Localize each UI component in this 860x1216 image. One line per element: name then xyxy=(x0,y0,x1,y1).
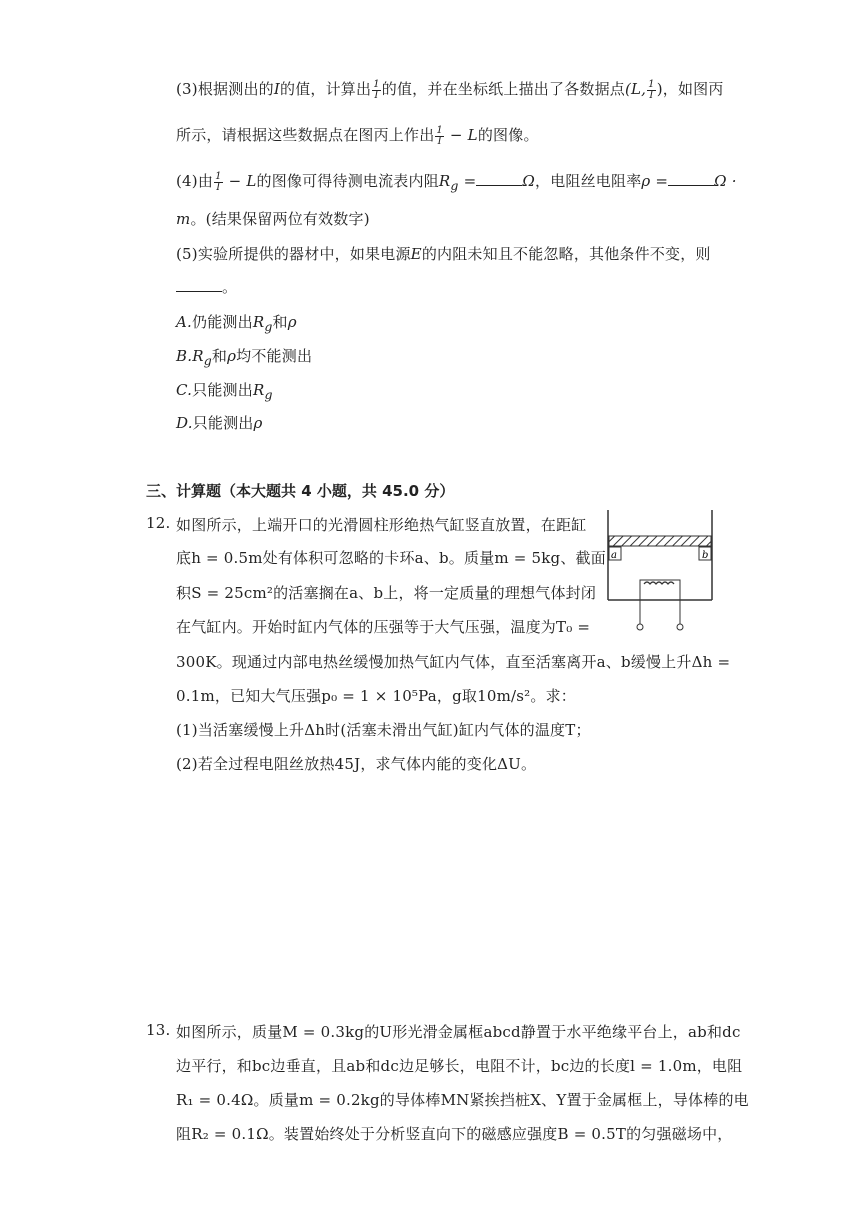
math-R: R xyxy=(438,172,451,190)
piston xyxy=(609,536,711,546)
math-sub-g: g xyxy=(203,353,212,368)
math-R: R xyxy=(252,313,265,331)
text: 所示，请根据这些数据点在图丙上作出 xyxy=(176,126,435,144)
q11-part4-line2 xyxy=(176,208,370,229)
option-letter: A. xyxy=(176,313,193,331)
unit-m: m xyxy=(176,210,191,228)
fraction-1-over-I xyxy=(214,172,223,193)
math-sub-g: g xyxy=(264,387,273,402)
q13-line1: 如图所示，质量M = 0.3kg的U形光滑金属框abcd静置于水平绝缘平台上，ab和dc xyxy=(176,1023,741,1041)
label-b: b xyxy=(702,550,709,561)
q12-line2: 底h = 0.5m处有体积可忽略的卡环a、b。质量m = 5kg、截面 xyxy=(176,549,606,567)
text: 仍能测出 xyxy=(192,313,253,331)
q11-part4-line1 xyxy=(176,170,737,193)
q13-line2: 边平行，和bc边垂直，且ab和dc边足够长，电阻不计，bc边的长度l = 1.0m，电阻 xyxy=(176,1057,743,1075)
q13-line4: 阻R₂ = 0.1Ω。装置始终处于分析竖直向下的磁感应强度B = 0.5T的匀强磁场中， xyxy=(176,1125,733,1143)
option-letter: D. xyxy=(176,414,193,432)
frac-num: 1 xyxy=(373,78,380,90)
q11-part5-line1 xyxy=(176,243,711,264)
fraction-1-over-I xyxy=(372,80,381,101)
math-E: E xyxy=(410,245,422,263)
terminal-right xyxy=(677,624,683,630)
text: (4)由 xyxy=(176,172,214,190)
option-letter: C. xyxy=(176,381,193,399)
option-letter: B. xyxy=(176,347,193,365)
unit-ohm: Ω xyxy=(522,172,535,190)
math-sub-g: g xyxy=(450,178,459,193)
frac-num: 1 xyxy=(648,78,655,90)
q12-line3: 积S = 25cm²的活塞搁在a、b上，将一定质量的理想气体封闭 xyxy=(176,584,597,602)
q13-line3: R₁ = 0.4Ω。质量m = 0.2kg的导体棒MN紧挨挡桩X、Y置于金属框上，导体棒的电 xyxy=(176,1091,749,1109)
unit-ohm-m: Ω · xyxy=(714,172,737,190)
cylinder-diagram xyxy=(606,510,714,634)
frac-den: I xyxy=(437,135,442,147)
option-b[interactable] xyxy=(176,345,312,368)
math-sub-g: g xyxy=(264,319,273,334)
frac-den: I xyxy=(374,89,379,101)
text: 的图像。 xyxy=(477,126,539,144)
frac-num: 1 xyxy=(215,170,222,182)
text: 的值，并在坐标纸上描出了各数据点 xyxy=(381,80,625,98)
heating-coil xyxy=(644,582,674,584)
frac-den: I xyxy=(216,181,221,193)
math-rho: ρ xyxy=(227,347,237,365)
text: 和 xyxy=(211,347,228,365)
q12-line4: 在气缸内。开始时缸内气体的压强等于大气压强，温度为T₀ = xyxy=(176,618,591,636)
answer-blank-rho[interactable] xyxy=(668,173,714,186)
text: 的内阻未知且不能忽略，其他条件不变，则 xyxy=(421,245,711,263)
answer-blank-rg[interactable] xyxy=(476,173,522,186)
q12-line6: 0.1m，已知大气压强p₀ = 1 × 10⁵Pa，g取10m/s²。求： xyxy=(176,687,576,705)
section-heading: 三、计算题（本大题共 4 小题，共 45.0 分） xyxy=(146,482,455,500)
text: 。 xyxy=(222,278,238,296)
text: 和 xyxy=(272,313,288,331)
q11-part5-line2 xyxy=(176,276,237,297)
math-rho: ρ xyxy=(253,414,263,432)
text: ，电阻丝电阻率 xyxy=(535,172,642,190)
math-R: R xyxy=(252,381,265,399)
q12-number: 12. xyxy=(146,514,171,532)
math-point: (L, xyxy=(624,80,647,98)
q11-part3-line2 xyxy=(176,124,539,147)
math-I: I xyxy=(273,80,280,98)
option-d[interactable] xyxy=(176,412,263,433)
q13-number: 13. xyxy=(146,1021,171,1039)
math-rho: ρ xyxy=(287,313,297,331)
q12-line7: (1)当活塞缓慢上升Δh时(活塞未滑出气缸)缸内气体的温度T； xyxy=(176,721,591,739)
q12-line8: (2)若全过程电阻丝放热45J，求气体内能的变化ΔU。 xyxy=(176,755,537,773)
q12-line5: 300K。现通过内部电热丝缓慢加热气缸内气体，直至活塞离开a、b缓慢上升Δh = xyxy=(176,653,731,671)
q11-part3-line1 xyxy=(176,78,724,101)
answer-blank-part5[interactable] xyxy=(176,279,222,292)
text: (3)根据测出的 xyxy=(176,80,274,98)
math-minus-L: − L xyxy=(223,172,257,190)
text: 只能测出 xyxy=(192,414,254,432)
text: 的图像可得待测电流表内阻 xyxy=(256,172,439,190)
text: 只能测出 xyxy=(192,381,253,399)
math-minus-L: − L xyxy=(444,126,478,144)
text: (5)实验所提供的器材中，如果电源 xyxy=(176,245,411,263)
text: 均不能测出 xyxy=(236,347,313,365)
heater-frame xyxy=(640,580,680,600)
math-R: R xyxy=(192,347,204,365)
option-c[interactable] xyxy=(176,379,273,402)
frac-num: 1 xyxy=(436,124,443,136)
q12-line1: 如图所示，上端开口的光滑圆柱形绝热气缸竖直放置，在距缸 xyxy=(176,516,587,534)
option-a[interactable] xyxy=(176,311,297,334)
math-rho-eq: ρ = xyxy=(641,172,669,190)
frac-den: I xyxy=(649,89,654,101)
text: )，如图丙 xyxy=(656,80,724,98)
terminal-left xyxy=(637,624,643,630)
fraction-1-over-I xyxy=(647,80,656,101)
text: 。(结果保留两位有效数字) xyxy=(190,210,370,228)
math-eq: = xyxy=(458,172,477,190)
label-a: a xyxy=(611,550,617,561)
fraction-1-over-I xyxy=(435,126,444,147)
text: 的值，计算出 xyxy=(280,80,372,98)
